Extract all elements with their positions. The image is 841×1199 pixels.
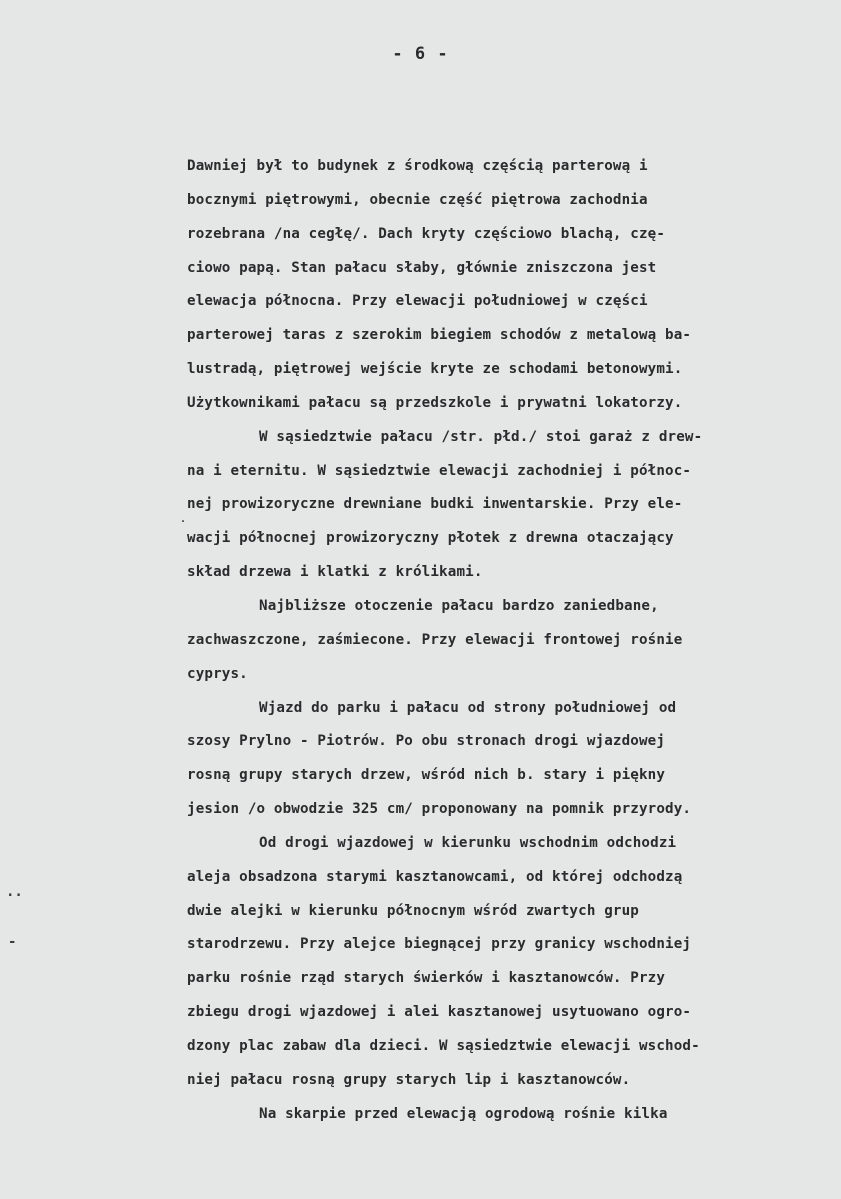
body-text [187,150,827,1131]
text-line: lustradą, piętrowej wejście kryte ze schodami betonowymi. [187,361,683,378]
text-line: parku rośnie rząd starych świerków i kasztanowców. Przy [187,970,666,987]
text-line: aleja obsadzona starymi kasztanowcami, od której odchodzą [187,868,683,885]
text-line: Użytkownikami pałacu są przedszkole i prywatni lokatorzy. [187,394,683,411]
page-number: - 6 - [392,44,449,64]
text-line: niej pałacu rosną grupy starych lip i kasztanowców. [187,1071,631,1088]
margin-dot: . [180,514,187,525]
text-line: Dawniej był to budynek z środkową częścią parterową i [187,158,648,174]
text-line: jesion /o obwodzie 325 cm/ proponowany na pomnik przyrody. [187,801,692,818]
text-line: Najbliższe otoczenie pałacu bardzo zaniedbane, [259,597,659,614]
text-line: cyprys. [187,665,248,682]
text-line: zbiegu drogi wjazdowej i alei kasztanowej usytuowano ogro- [187,1004,692,1021]
text-line: Wjazd do parku i pałacu od strony południowej od [259,699,677,716]
text-line: Od drogi wjazdowej w kierunku wschodnim odchodzi [259,834,677,851]
text-line: na i eternitu. W sąsiedztwie elewacji zachodniej i północ- [187,462,692,479]
text-line: rozebrana /na cegłę/. Dach kryty częściowo blachą, czę- [187,225,666,242]
text-line: szosy Prylno - Piotrów. Po obu stronach drogi wjazdowej [187,733,666,750]
text-line: parterowej taras z szerokim biegiem schodów z metalową ba- [187,327,692,344]
text-line: elewacja północna. Przy elewacji południowej w części [187,293,648,310]
text-line: wacji północnej prowizoryczny płotek z drewna otaczający [187,530,674,547]
text-line: nej prowizoryczne drewniane budki inwentarskie. Przy ele- [187,496,683,513]
text-line: W sąsiedztwie pałacu /str. płd./ stoi garaż z drew- [259,428,703,445]
text-line: dzony plac zabaw dla dzieci. W sąsiedztwie elewacji wschod- [187,1037,700,1054]
text-line: rosną grupy starych drzew, wśród nich b. stary i piękny [187,767,666,784]
text-line: zachwaszczone, zaśmiecone. Przy elewacji frontowej rośnie [187,631,683,648]
text-line: Na skarpie przed elewacją ogrodową rośnie kilka [259,1105,668,1122]
margin-mark: - [8,934,17,950]
margin-mark: .. [6,884,23,900]
text-line: ciowo papą. Stan pałacu słaby, głównie zniszczona jest [187,259,657,276]
text-line: starodrzewu. Przy alejce biegnącej przy granicy wschodniej [187,936,692,953]
text-line: skład drzewa i klatki z królikami. [187,564,483,581]
text-line: dwie alejki w kierunku północnym wśród zwartych grup [187,902,639,919]
text-line: bocznymi piętrowymi, obecnie część piętrowa zachodnia [187,191,648,208]
